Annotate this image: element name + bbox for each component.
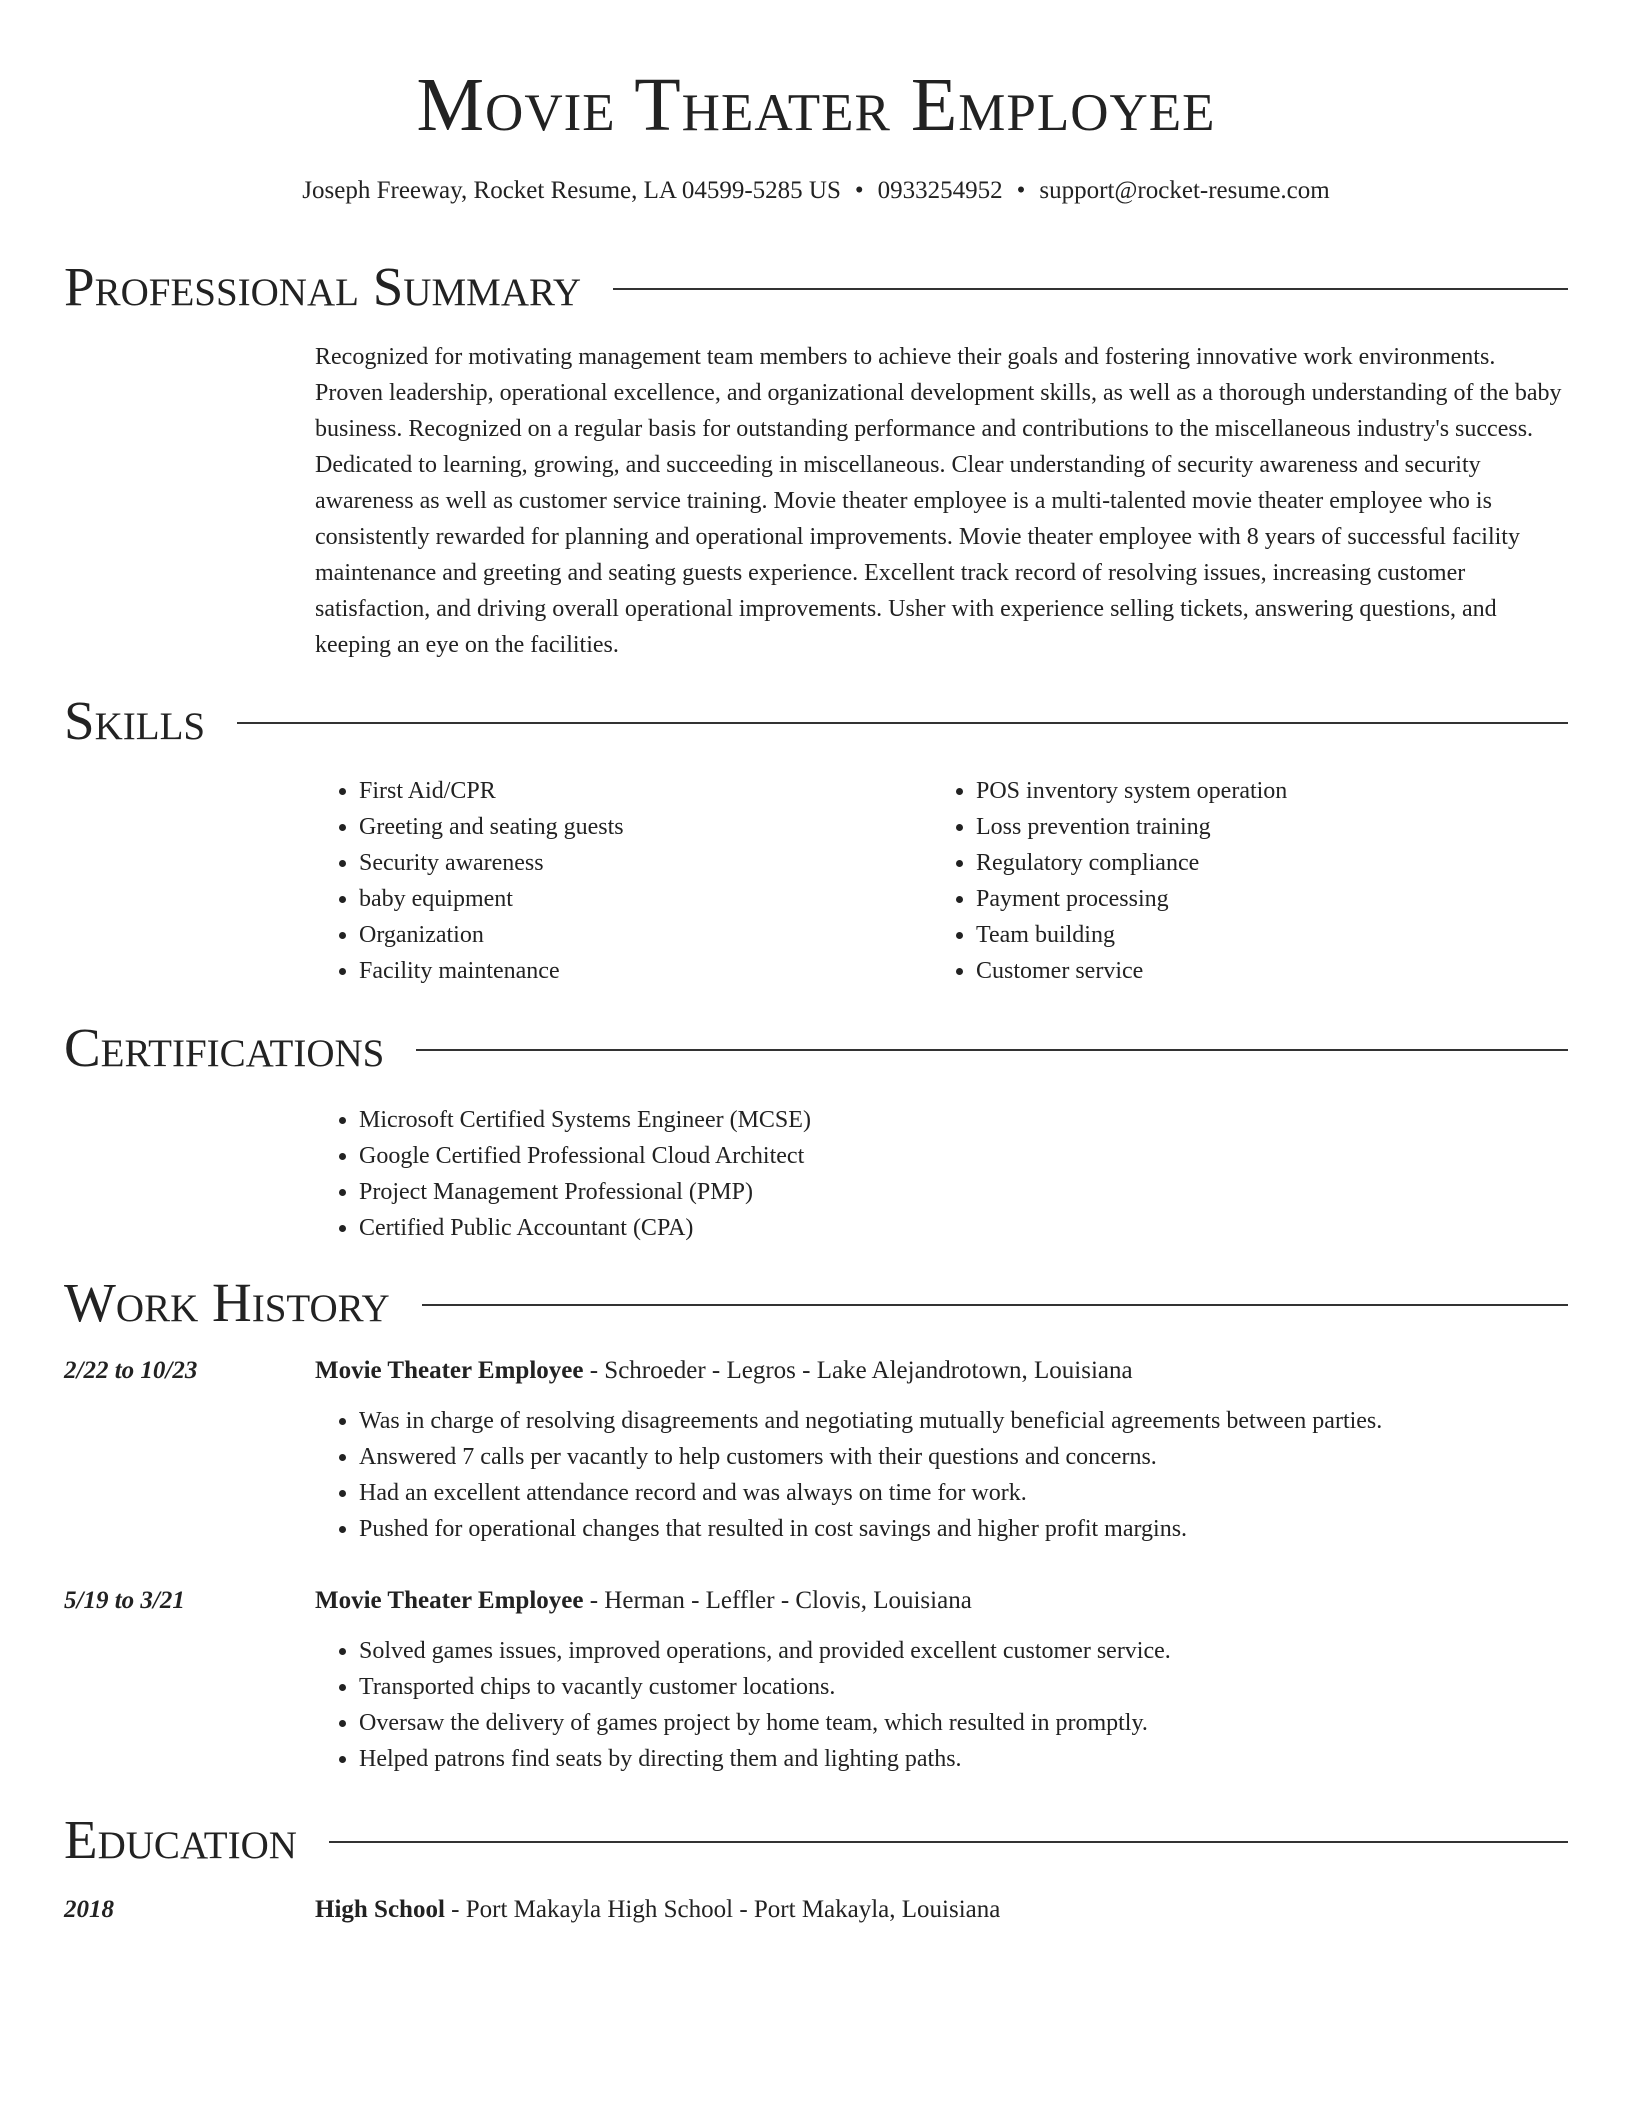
skill-item: • Greeting and seating guests — [359, 809, 932, 845]
job-bullet: • Pushed for operational changes that resulted in cost savings and higher profit margins. — [359, 1511, 1568, 1547]
skill-item: • Payment processing — [976, 881, 1549, 917]
certification-item: • Google Certified Professional Cloud Architect — [359, 1138, 1568, 1174]
job-bullet: • Transported chips to vacantly customer locations. — [359, 1669, 1568, 1705]
skill-item: • Security awareness — [359, 845, 932, 881]
job-bullet: • Solved games issues, improved operations, and provided excellent customer service. — [359, 1633, 1568, 1669]
skill-item: • First Aid/CPR — [359, 773, 932, 809]
contact-separator: • — [854, 177, 864, 204]
skill-item: • Regulatory compliance — [976, 845, 1549, 881]
education-section — [64, 1808, 1568, 1928]
skill-item: • Loss prevention training — [976, 809, 1549, 845]
skills-columns — [315, 773, 1568, 989]
contact-separator: • — [1016, 177, 1026, 204]
certifications-heading — [64, 1016, 1568, 1080]
skills-section — [64, 689, 1568, 989]
summary-heading — [64, 255, 1568, 319]
work-history-section — [64, 1271, 1568, 1777]
education-heading-line — [315, 1892, 1000, 1928]
education-degree: High School — [315, 1896, 445, 1923]
skill-item: • Facility maintenance — [359, 953, 932, 989]
job-dates: 5/19 to 3/21 — [64, 1587, 185, 1614]
contact-line — [64, 174, 1568, 208]
certifications-title: Certifications — [64, 1017, 385, 1078]
job-bullet: • Had an excellent attendance record and was always on time for work. — [359, 1475, 1568, 1511]
job-title: Movie Theater Employee — [315, 1357, 584, 1384]
job-header — [64, 1583, 1568, 1619]
education-heading — [64, 1808, 1568, 1872]
contact-phone: 0933254952 — [877, 177, 1003, 204]
job-bullet: • Helped patrons find seats by directing them and lighting paths. — [359, 1741, 1568, 1777]
education-year: 2018 — [64, 1896, 114, 1923]
section-divider — [237, 722, 1568, 724]
job-title: Movie Theater Employee — [315, 1587, 584, 1614]
contact-address: Joseph Freeway, Rocket Resume, LA 04599-5285 US — [302, 177, 841, 204]
job-bullets — [315, 1633, 1568, 1777]
summary-title: Professional Summary — [64, 256, 582, 317]
education-school: - Port Makayla High School - Port Makayla, Louisiana — [444, 1896, 1001, 1923]
education-title: Education — [64, 1809, 297, 1870]
skill-item: • Organization — [359, 917, 932, 953]
job-heading — [315, 1353, 1133, 1389]
job-header — [64, 1353, 1568, 1389]
contact-email: support@rocket-resume.com — [1039, 177, 1330, 204]
job-bullet: • Was in charge of resolving disagreements and negotiating mutually beneficial agreements between parties. — [359, 1403, 1568, 1439]
section-divider — [329, 1841, 1568, 1843]
skills-list-right — [932, 773, 1549, 989]
job-bullets — [315, 1403, 1568, 1547]
resume-name: Movie Theater Employee — [416, 63, 1216, 147]
job-employer: - Herman - Leffler - Clovis, Louisiana — [583, 1587, 972, 1614]
certifications-block — [315, 1102, 1568, 1246]
job-heading — [315, 1583, 972, 1619]
resume-page — [64, 0, 1568, 2112]
skills-list-left — [315, 773, 932, 989]
section-divider — [613, 288, 1568, 290]
skill-item: • Team building — [976, 917, 1549, 953]
skills-title: Skills — [64, 690, 206, 751]
education-entry — [64, 1892, 1568, 1928]
skill-item: • baby equipment — [359, 881, 932, 917]
summary-section — [64, 255, 1568, 663]
work-history-heading — [64, 1271, 1568, 1335]
job-bullet: • Oversaw the delivery of games project by home team, which resulted in promptly. — [359, 1705, 1568, 1741]
skill-item: • POS inventory system operation — [976, 773, 1549, 809]
job-employer: - Schroeder - Legros - Lake Alejandrotown, Louisiana — [583, 1357, 1133, 1384]
job-bullet: • Answered 7 calls per vacantly to help customers with their questions and concerns. — [359, 1439, 1568, 1475]
certification-item: • Certified Public Accountant (CPA) — [359, 1210, 1568, 1246]
certifications-section — [64, 1016, 1568, 1246]
section-divider — [416, 1049, 1568, 1051]
job-dates: 2/22 to 10/23 — [64, 1357, 198, 1384]
skills-heading — [64, 689, 1568, 753]
summary-text: Recognized for motivating management team members to achieve their goals and fostering innovative work environments. Proven leadership, operational excellence, and organizational development skills, as well as a thorough understanding of the baby business. Recognized on a regular basis for outstanding performance and contributions to the miscellaneous industry's success. Dedicated to learning, growing, and succeeding in miscellaneous. Clear understanding of security awareness and security awareness as well as customer service training. Movie theater employee is a multi-talented movie theater employee who is consistently rewarded for planning and operational improvements. Movie theater employee with 8 years of successful facility maintenance and greeting and seating guests experience. Excellent track record of resolving issues, increasing customer satisfaction, and driving overall operational improvements. Usher with experience selling tickets, answering questions, and keeping an eye on the facilities. — [315, 344, 1562, 658]
certification-item: • Project Management Professional (PMP) — [359, 1174, 1568, 1210]
certifications-list — [315, 1102, 1568, 1246]
job-entry — [64, 1353, 1568, 1547]
skill-item: • Customer service — [976, 953, 1549, 989]
job-entry — [64, 1583, 1568, 1777]
section-divider — [422, 1304, 1568, 1306]
certification-item: • Microsoft Certified Systems Engineer (MCSE) — [359, 1102, 1568, 1138]
work-history-title: Work History — [64, 1272, 390, 1333]
